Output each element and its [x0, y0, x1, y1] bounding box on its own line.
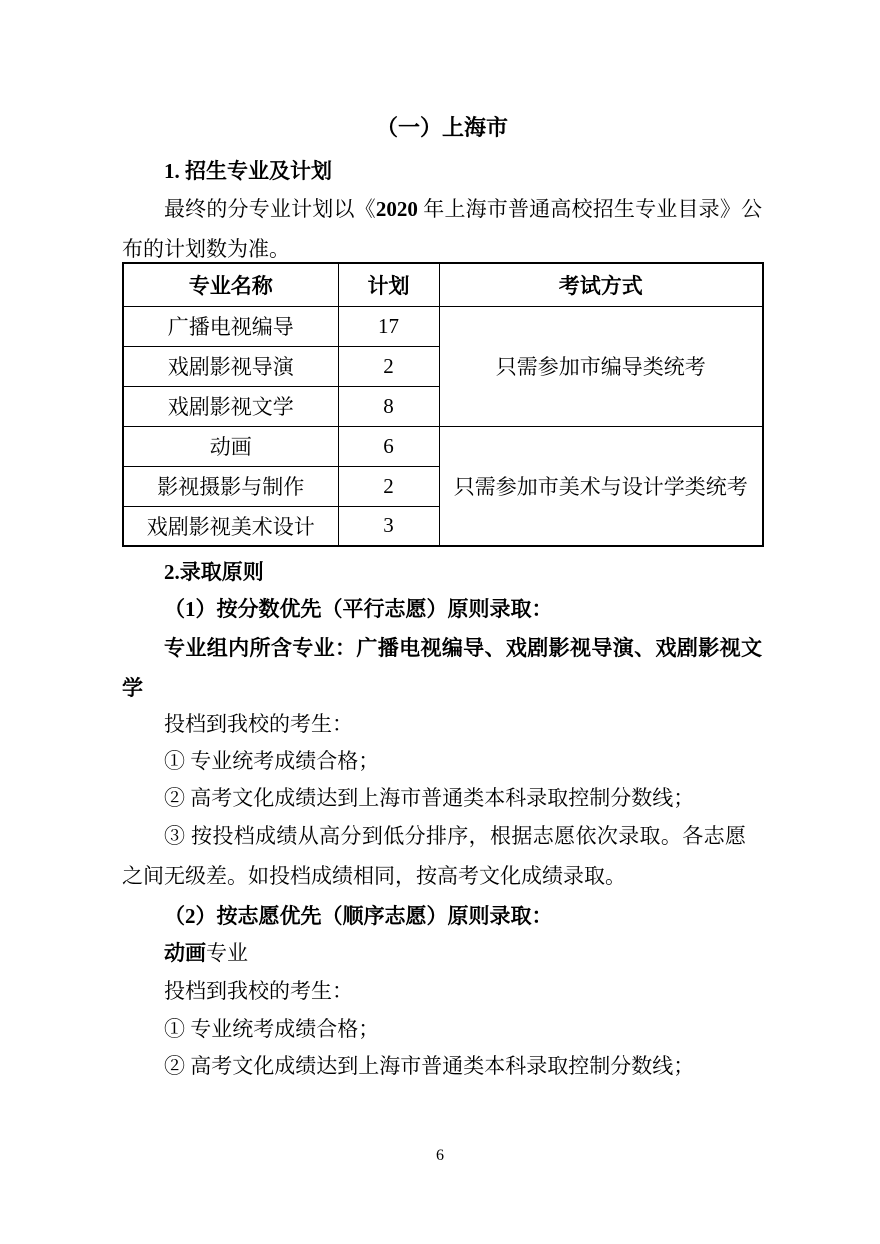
section-1-heading: 1. 招生专业及计划	[164, 159, 332, 183]
major-cell: 戏剧影视文学	[123, 386, 338, 426]
rule-2-major-name: 动画	[164, 941, 206, 965]
exam-method-cell: 只需参加市美术与设计学类统考	[439, 426, 763, 546]
plan-cell: 6	[338, 426, 439, 466]
table-row	[123, 426, 763, 466]
plan-cell: 2	[338, 346, 439, 386]
plan-cell: 8	[338, 386, 439, 426]
page-title: （一）上海市	[375, 115, 508, 140]
table-header-row	[123, 263, 763, 306]
plan-paragraph-pre: 最终的分专业计划以《	[164, 197, 376, 221]
table-header-exam: 考试方式	[439, 263, 763, 306]
rule-2-heading: （2）按志愿优先（顺序志愿）原则录取：	[164, 904, 553, 928]
plan-cell: 2	[338, 466, 439, 506]
plan-paragraph-post: 年上海市普通高校招生专业目录》公布的计划数为准。	[122, 197, 762, 261]
rule-1-item-2: ② 高考文化成绩达到上海市普通类本科录取控制分数线；	[164, 786, 695, 810]
plan-paragraph-year: 2020	[375, 197, 418, 221]
major-cell: 戏剧影视美术设计	[123, 506, 338, 546]
rule-2-intro: 投档到我校的考生：	[164, 979, 353, 1003]
rule-1-majors: 专业组内所含专业：广播电视编导、戏剧影视导演、戏剧影视文学	[122, 636, 762, 700]
table-row	[123, 306, 763, 346]
plan-paragraph	[122, 189, 762, 269]
major-cell: 动画	[123, 426, 338, 466]
plan-cell: 17	[338, 306, 439, 346]
rule-1-intro: 投档到我校的考生：	[164, 712, 353, 736]
rule-1-item-3: ③ 按投档成绩从高分到低分排序，根据志愿依次录取。各志愿之间无级差。如投档成绩相同，按高考文化成绩录取。	[122, 824, 746, 888]
rule-2-item-2: ② 高考文化成绩达到上海市普通类本科录取控制分数线；	[164, 1054, 695, 1078]
major-cell: 广播电视编导	[123, 306, 338, 346]
rule-1-heading: （1）按分数优先（平行志愿）原则录取：	[164, 597, 553, 621]
table-header-major: 专业名称	[123, 263, 338, 306]
admission-plan-table	[122, 262, 764, 547]
rule-2-item-1: ① 专业统考成绩合格；	[164, 1017, 380, 1041]
page-number: 6	[436, 1147, 444, 1164]
rule-2-major	[122, 933, 762, 973]
major-cell: 戏剧影视导演	[123, 346, 338, 386]
major-cell: 影视摄影与制作	[123, 466, 338, 506]
rule-2-major-suffix: 专业	[206, 941, 248, 965]
table-header-plan: 计划	[338, 263, 439, 306]
section-2-heading: 2.录取原则	[164, 560, 264, 584]
rule-1-item-1: ① 专业统考成绩合格；	[164, 749, 380, 773]
exam-method-cell: 只需参加市编导类统考	[439, 306, 763, 426]
plan-cell: 3	[338, 506, 439, 546]
